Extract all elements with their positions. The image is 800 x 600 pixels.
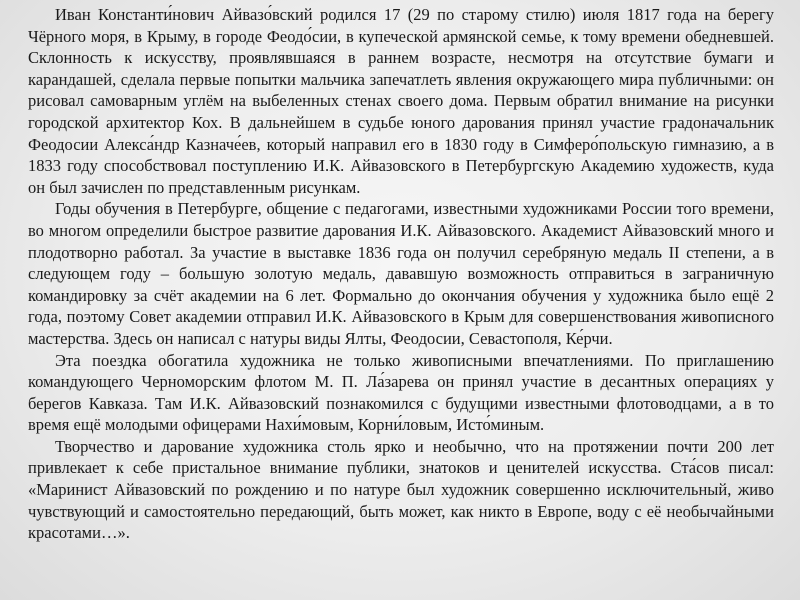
paragraph-legacy-quote: Творчество и дарование художника столь ярко и необычно, что на протяжении почти 200 лет привлекает к себе пристальное внимание публики, знатоков и ценителей искусства. Ста́сов писал: «Маринист Айвазовский по рождению и по натуре был художник совершенно исключительный, живо чувствующий и самостоятельно передающий, быть может, как никто в Европе, воду с её необычайными красотами…». <box>28 436 774 543</box>
paragraph-caucasus-trip: Эта поездка обогатила художника не только живописными впечатлениями. По приглашению командующего Черноморским флотом М. П. Ла́зарева он принял участие в десантных операциях у берегов Кавказа. Там И.К. Айвазовский познакомился с будущими известными флотоводцами, а в то время ещё молодыми офицерами Нахи́мовым, Корни́ловым, Исто́миным. <box>28 350 774 435</box>
biography-text <box>28 4 774 544</box>
paragraph-early-life: Иван Константи́нович Айвазо́вский родился 17 (29 по старому стилю) июля 1817 года на берегу Чёрного моря, в Крыму, в городе Феодо́сии, в купеческой армянской семье, к тому времени обедневшей. Склонность к искусству, проявлявшаяся в раннем возрасте, несмотря на отсутствие бумаги и карандашей, сделала первые попытки мальчика запечатлеть явления окружающего мира публичными: он рисовал самоварным углём на выбеленных стенах своего дома. Первым обратил внимание на рисунки городской архитектор Кох. В дальнейшем в судьбе юного дарования принял участие градоначальник Феодосии Алекса́ндр Казначе́ев, который направил его в 1830 году в Симферо́польскую гимназию, а в 1833 году способствовал поступлению И.К. Айвазовского в Петербургскую Академию художеств, куда он был зачислен по представленным рисункам. <box>28 5 774 197</box>
paragraph-academy-years: Годы обучения в Петербурге, общение с педагогами, известными художниками России того времени, во многом определили быстрое развитие дарования И.К. Айвазовского. Академист Айвазовский много и плодотворно работал. За участие в выставке 1836 года он получил серебряную медаль II степени, а в следующем году – большую золотую медаль, дававшую возможность отправиться в заграничную командировку за счёт академии на 6 лет. Формально до окончания обучения у художника было ещё 2 года, поэтому Совет академии отправил И.К. Айвазовского в Крым для совершенствования живописного мастерства. Здесь он написал с натуры виды Ялты, Феодосии, Севастополя, Ке́рчи. <box>28 199 774 348</box>
